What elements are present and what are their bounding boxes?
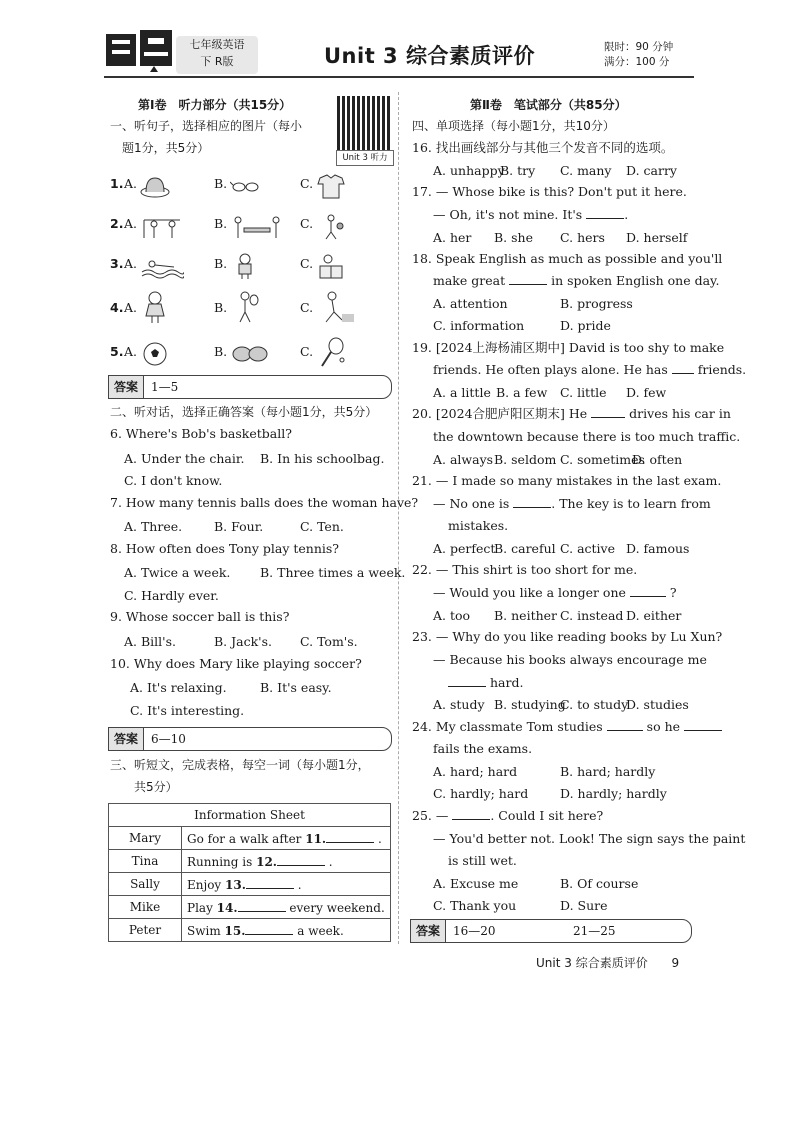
q22-option-c: C. instead <box>560 608 624 623</box>
row-number: 11. <box>305 832 327 846</box>
q10-option-b: B. It's easy. <box>260 680 332 695</box>
q23-option-a: A. study <box>433 697 485 712</box>
answer-bar-16-25 <box>410 919 692 943</box>
table-row <box>109 827 391 850</box>
answer-blank-2[interactable] <box>684 718 722 731</box>
qr-code[interactable] <box>337 96 391 150</box>
q18-option-c: C. information <box>433 318 525 333</box>
runner-icon <box>316 290 356 324</box>
q18-option-b: B. progress <box>560 296 633 311</box>
q16-option-b: B. try <box>500 163 536 178</box>
q23-text-end: hard. <box>489 675 524 690</box>
row-number: 15. <box>224 924 246 938</box>
ping-pong-paddles-icon <box>230 340 270 368</box>
row-name: Mike <box>109 896 182 919</box>
row-text: Swim <box>187 924 225 938</box>
table-tennis-players-icon <box>230 212 284 240</box>
q25-option-d: D. Sure <box>560 898 608 913</box>
q21-line2 <box>433 493 711 515</box>
volleyball-players-icon <box>140 212 184 240</box>
q8-option-c: C. Hardly ever. <box>124 588 219 603</box>
answer-blank[interactable] <box>509 272 547 285</box>
q18-text: make great <box>433 273 506 288</box>
q20-text: 20. [2024合肥庐阳区期末] He <box>412 406 588 421</box>
row-text-end: a week. <box>293 924 344 938</box>
row-text: Running is <box>187 855 257 869</box>
q23-line2: — Because his books always encourage me <box>433 652 707 667</box>
answer-label: 答案 <box>411 920 446 942</box>
q-number: 1. <box>110 176 124 191</box>
row-text-end: . <box>293 878 302 892</box>
q-number: 2. <box>110 216 124 231</box>
q10-option-c: C. It's interesting. <box>130 703 245 718</box>
part1-heading: 第Ⅰ卷 听力部分（共15分） <box>138 98 292 112</box>
q25-text-end: . Could I sit here? <box>490 808 604 823</box>
answer-blank[interactable] <box>246 876 294 889</box>
q21-option-d: D. famous <box>626 541 690 556</box>
q18-option-a: A. attention <box>433 296 508 311</box>
option-b-label: B. <box>214 256 228 271</box>
boy-icon <box>230 252 260 280</box>
q25-text: 25. — <box>412 808 449 823</box>
row-name: Peter <box>109 919 182 942</box>
q21-option-c: C. active <box>560 541 615 556</box>
q17-option-c: C. hers <box>560 230 605 245</box>
q21-option-a: A. perfect <box>433 541 496 556</box>
option-a-label: A. <box>124 300 138 315</box>
q24-option-a: A. hard; hard <box>433 764 518 779</box>
question-18: 18. Speak English as much as possible and you'll <box>412 251 723 266</box>
q16-option-c: C. many <box>560 163 612 178</box>
q7-option-a: A. Three. <box>124 519 183 534</box>
answer-blank[interactable] <box>591 405 625 418</box>
q23-option-b: B. studying <box>494 697 566 712</box>
question-21: 21. — I made so many mistakes in the last exam. <box>412 473 722 488</box>
q20-option-a: A. always <box>433 452 494 467</box>
q17-line2: — Oh, it's not mine. It's . <box>433 207 629 222</box>
girl-icon <box>140 290 170 324</box>
section1-title-cont: 题1分，共5分） <box>122 141 210 155</box>
question-24 <box>412 716 722 738</box>
option-c-label: C. <box>300 300 314 315</box>
answer-blank[interactable] <box>452 807 490 820</box>
row-content <box>182 873 391 896</box>
q25-line2: — You'd better not. Look! The sign says the paint <box>433 831 746 846</box>
q17-option-d: D. herself <box>626 230 688 245</box>
section4-title: 四、单项选择（每小题1分，共10分） <box>412 119 615 133</box>
table-row <box>109 873 391 896</box>
row-text: Go for a walk after <box>187 832 306 846</box>
row-number: 12. <box>256 855 277 869</box>
q17-option-a: A. her <box>433 230 472 245</box>
tennis-racket-icon <box>316 336 346 368</box>
q24-option-c: C. hardly; hard <box>433 786 529 801</box>
option-c-label: C. <box>300 176 314 191</box>
edition-label: 下 R版 <box>200 55 234 68</box>
answer-blank[interactable] <box>326 830 374 843</box>
part2-heading: 第Ⅱ卷 笔试部分（共85分） <box>470 98 627 112</box>
row-name: Sally <box>109 873 182 896</box>
answer-blank[interactable] <box>607 718 643 731</box>
answer-range: 6—10 <box>151 732 186 746</box>
full-score: 满分：100 分 <box>604 56 670 68</box>
row-number: 13. <box>225 878 246 892</box>
q19-text: friends. He often plays alone. He has <box>433 362 668 377</box>
q22-option-d: D. either <box>626 608 682 623</box>
row-text-end: every weekend. <box>285 901 385 915</box>
table-row <box>109 850 391 873</box>
q25-option-b: B. Of course <box>560 876 639 891</box>
q18-option-d: D. pride <box>560 318 611 333</box>
question-23: 23. — Why do you like reading books by Lu Xun? <box>412 629 723 644</box>
option-b-label: B. <box>214 216 228 231</box>
q20-text-end: drives his car in <box>629 406 731 421</box>
q9-option-c: C. Tom's. <box>300 634 358 649</box>
q24-text-mid: so he <box>646 719 681 734</box>
row-content <box>182 827 391 850</box>
q25-option-a: A. Excuse me <box>433 876 519 891</box>
q10-option-a: A. It's relaxing. <box>130 680 227 695</box>
section3-title: 三、听短文，完成表格，每空一词（每小题1分， <box>110 758 370 772</box>
q24-text: 24. My classmate Tom studies <box>412 719 603 734</box>
q16-option-a: A. unhappy <box>433 163 505 178</box>
question-16: 16. 找出画线部分与其他三个发音不同的选项。 <box>412 140 674 155</box>
option-a-label: A. <box>124 344 138 359</box>
table-row <box>109 896 391 919</box>
hat-icon <box>140 172 170 200</box>
q17-option-b: B. she <box>494 230 533 245</box>
q23-option-c: C. to study <box>560 697 629 712</box>
qr-caption: Unit 3 听力 <box>336 150 394 166</box>
q22-text-end: ? <box>669 585 677 600</box>
option-c-label: C. <box>300 344 314 359</box>
q-number: 4. <box>110 300 124 315</box>
answer-blank[interactable] <box>245 922 293 935</box>
q23-option-d: D. studies <box>626 697 689 712</box>
q-number: 3. <box>110 256 124 271</box>
q25-line3: is still wet. <box>448 853 517 868</box>
answer-blank[interactable] <box>448 674 486 687</box>
answer-blank[interactable] <box>238 899 286 912</box>
answer-range-2: 21—25 <box>573 924 616 938</box>
page-title: Unit 3 综合素质评价 <box>324 44 535 68</box>
q20-option-d: D. often <box>632 452 683 467</box>
q21-option-b: B. careful <box>494 541 556 556</box>
q7-option-c: C. Ten. <box>300 519 344 534</box>
soccer-ball-icon <box>140 340 170 368</box>
column-divider <box>398 92 399 944</box>
option-c-label: C. <box>300 256 314 271</box>
question-17: 17. — Whose bike is this? Don't put it here. <box>412 184 687 199</box>
q24-option-d: D. hardly; hardly <box>560 786 667 801</box>
q24-option-b: B. hard; hardly <box>560 764 656 779</box>
question-7: 7. How many tennis balls does the woman have? <box>110 495 419 510</box>
q19-option-c: C. little <box>560 385 607 400</box>
q8-option-a: A. Twice a week. <box>124 565 231 580</box>
option-b-label: B. <box>214 344 228 359</box>
answer-blank[interactable] <box>672 361 694 374</box>
header-rule <box>104 76 694 78</box>
q25-option-c: C. Thank you <box>433 898 517 913</box>
row-text-end: . <box>324 855 333 869</box>
row-name: Tina <box>109 850 182 873</box>
tennis-player-icon <box>230 290 260 324</box>
question-10: 10. Why does Mary like playing soccer? <box>110 656 362 671</box>
basketball-player-icon <box>316 212 346 240</box>
row-text-end: . <box>374 832 382 846</box>
q21-text: — No one is <box>433 496 510 511</box>
question-6: 6. Where's Bob's basketball? <box>110 426 292 441</box>
answer-blank[interactable] <box>277 853 325 866</box>
q23-line3 <box>448 672 523 694</box>
q6-option-a: A. Under the chair. <box>124 451 245 466</box>
answer-label: 答案 <box>109 376 144 398</box>
q6-option-b: B. In his schoolbag. <box>260 451 385 466</box>
table-title: Information Sheet <box>109 804 391 827</box>
option-a-label: A. <box>124 256 138 271</box>
answer-range-1: 16—20 <box>453 924 496 938</box>
row-content <box>182 919 391 942</box>
q7-option-b: B. Four. <box>214 519 264 534</box>
information-sheet-table <box>108 803 391 942</box>
swimmer-icon <box>140 252 184 280</box>
question-8: 8. How often does Tony play tennis? <box>110 541 340 556</box>
q21-text-end: . The key is to learn from <box>551 496 711 511</box>
answer-range: 1—5 <box>151 380 179 394</box>
question-9: 9. Whose soccer ball is this? <box>110 609 290 624</box>
q22-option-a: A. too <box>433 608 471 623</box>
q24-line2: fails the exams. <box>433 741 533 756</box>
row-number: 14. <box>216 901 238 915</box>
row-text: Play <box>187 901 217 915</box>
q19-text-end: friends. <box>697 362 747 377</box>
section2-title: 二、听对话，选择正确答案（每小题1分，共5分） <box>110 405 378 419</box>
q9-option-b: B. Jack's. <box>214 634 272 649</box>
q-number: 5. <box>110 344 124 359</box>
answer-label: 答案 <box>109 728 144 750</box>
page-number: 9 <box>671 956 680 970</box>
q9-option-a: A. Bill's. <box>124 634 176 649</box>
q19-option-d: D. few <box>626 385 667 400</box>
option-c-label: C. <box>300 216 314 231</box>
option-b-label: B. <box>214 176 228 191</box>
reading-boy-icon <box>316 252 346 280</box>
publisher-logo <box>104 28 176 72</box>
answer-blank[interactable] <box>513 495 551 508</box>
option-a-label: A. <box>124 216 138 231</box>
sunglasses-icon <box>230 172 260 200</box>
section1-title: 一、听句子，选择相应的图片（每小 <box>110 119 303 133</box>
q20-option-b: B. seldom <box>494 452 557 467</box>
footer-unit: Unit 3 综合素质评价 <box>536 956 648 970</box>
section3-title-cont: 共5分） <box>134 780 178 794</box>
q19-option-a: A. a little <box>433 385 491 400</box>
q18-line2 <box>433 270 719 292</box>
answer-bar-6-10 <box>108 727 392 751</box>
q21-line3: mistakes. <box>448 518 509 533</box>
q22-text: — Would you like a longer one <box>433 585 626 600</box>
q16-option-d: D. carry <box>626 163 677 178</box>
answer-bar-1-5 <box>108 375 392 399</box>
time-limit: 限时：90 分钟 <box>604 41 674 53</box>
q19-option-b: B. a few <box>496 385 548 400</box>
q22-line2 <box>433 582 677 604</box>
q19-line2 <box>433 359 746 381</box>
tshirt-icon <box>316 172 346 200</box>
answer-blank[interactable] <box>630 584 666 597</box>
question-19: 19. [2024上海杨浦区期中] David is too shy to make <box>412 340 725 355</box>
q17-text: — Oh, it's not mine. It's <box>433 207 583 222</box>
question-22: 22. — This shirt is too short for me. <box>412 562 638 577</box>
exam-meta <box>604 40 673 70</box>
grade-label: 七年级英语 <box>189 38 245 51</box>
q6-option-c: C. I don't know. <box>124 473 223 488</box>
q18-text-end: in spoken English one day. <box>551 273 720 288</box>
question-20 <box>412 403 731 425</box>
page-footer <box>536 954 679 971</box>
table-row <box>109 919 391 942</box>
row-text: Enjoy <box>187 878 226 892</box>
option-a-label: A. <box>124 176 138 191</box>
q20-option-c: C. sometimes <box>560 452 645 467</box>
row-content <box>182 850 391 873</box>
grade-edition-box <box>176 36 258 74</box>
q8-option-b: B. Three times a week. <box>260 565 406 580</box>
row-content <box>182 896 391 919</box>
q22-option-b: B. neither <box>494 608 558 623</box>
option-b-label: B. <box>214 300 228 315</box>
question-25 <box>412 805 603 827</box>
answer-blank[interactable] <box>586 206 624 219</box>
row-name: Mary <box>109 827 182 850</box>
q20-line2: the downtown because there is too much traffic. <box>433 429 741 444</box>
